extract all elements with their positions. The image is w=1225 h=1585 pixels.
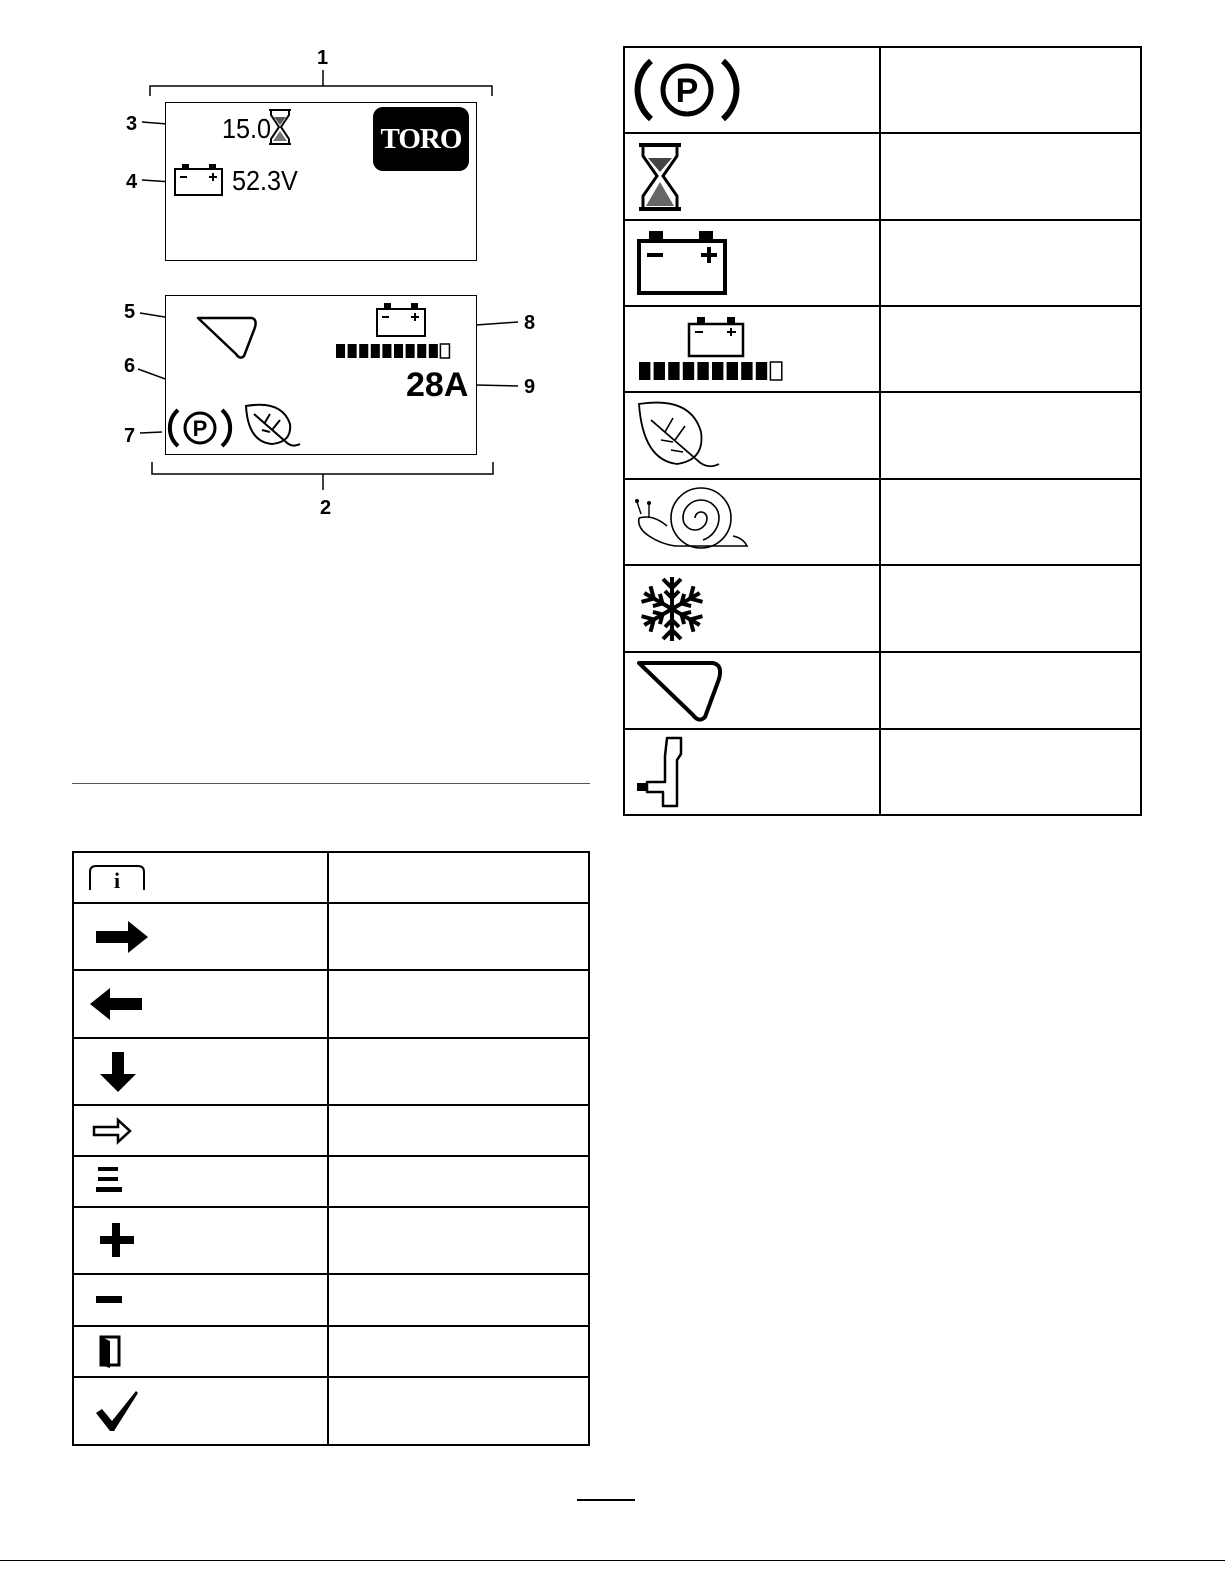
eco-mode-leaf-icon	[635, 398, 725, 474]
exit-door-icon	[98, 1334, 128, 1370]
callout-6: 6	[124, 355, 136, 377]
description-cell	[328, 1326, 589, 1377]
description-cell	[328, 970, 589, 1038]
table-row	[624, 47, 1141, 133]
icon-cell	[624, 479, 880, 565]
icon-cell	[73, 1207, 328, 1274]
icon-cell	[73, 903, 328, 970]
charge-segment-filled	[639, 362, 650, 380]
description-cell	[880, 220, 1141, 306]
battery-icon	[174, 163, 224, 197]
table-row	[624, 220, 1141, 306]
top-display-screen	[165, 102, 477, 261]
table-row	[73, 970, 589, 1038]
callout-5: 5	[124, 301, 136, 323]
charge-segment-filled	[741, 362, 752, 380]
icon-cell	[73, 1377, 328, 1445]
table-row	[73, 1377, 589, 1445]
description-cell	[328, 852, 589, 903]
charge-segment-filled	[417, 344, 426, 358]
description-cell	[880, 392, 1141, 479]
table-row	[624, 392, 1141, 479]
description-cell	[880, 479, 1141, 565]
charge-segment-empty	[440, 344, 449, 358]
battery-icon-small	[376, 302, 428, 338]
description-cell	[880, 306, 1141, 392]
info-icon	[88, 864, 148, 892]
icon-cell	[624, 652, 880, 729]
svg-text:i: i	[113, 867, 121, 893]
bottom-display-screen	[165, 295, 477, 455]
icon-cell	[73, 852, 328, 903]
description-cell	[328, 1207, 589, 1274]
callout-7: 7	[124, 425, 136, 447]
description-cell	[328, 1038, 589, 1105]
charge-segment-filled	[359, 344, 368, 358]
table-row	[73, 1207, 589, 1274]
hour-meter-value: 15.0	[222, 113, 272, 144]
checkmark-icon	[94, 1389, 150, 1433]
icon-cell	[73, 1156, 328, 1207]
table-row	[624, 479, 1141, 565]
parking-brake-icon	[168, 406, 232, 450]
charge-segment-filled	[712, 362, 723, 380]
callout-4: 4	[126, 171, 138, 193]
description-cell	[328, 1105, 589, 1156]
svg-text:P: P	[675, 72, 699, 110]
page-number-rule	[577, 1499, 635, 1501]
table-row	[73, 1326, 589, 1377]
charge-segment-filled	[406, 344, 415, 358]
table-row	[73, 903, 589, 970]
plus-icon	[98, 1221, 138, 1261]
battery-charge-level-icon	[637, 314, 817, 384]
arrow-left-icon	[88, 984, 148, 1024]
callout-2: 2	[320, 497, 332, 519]
section-divider	[72, 783, 590, 784]
menu-icons-table	[72, 851, 590, 1446]
battery-charge-bar	[334, 342, 474, 360]
callout-leader-lines	[0, 0, 600, 540]
icon-cell	[73, 970, 328, 1038]
icon-cell	[73, 1274, 328, 1326]
charge-segment-empty	[770, 362, 781, 380]
snowflake-icon	[637, 571, 707, 647]
table-row	[624, 652, 1141, 729]
charge-segment-filled	[756, 362, 767, 380]
description-cell	[880, 47, 1141, 133]
svg-text:P: P	[192, 416, 208, 441]
description-cell	[880, 729, 1141, 815]
voltage-value: 52.3V	[232, 165, 298, 196]
current-draw-value: 28A	[406, 366, 469, 404]
table-row	[624, 133, 1141, 220]
icon-cell	[624, 729, 880, 815]
table-row	[73, 1156, 589, 1207]
description-cell	[880, 652, 1141, 729]
charge-segment-filled	[336, 344, 345, 358]
callout-9: 9	[524, 376, 536, 398]
callout-8: 8	[524, 312, 536, 334]
arrow-down-icon	[98, 1050, 142, 1094]
icon-cell	[73, 1038, 328, 1105]
charge-segment-filled	[394, 344, 403, 358]
description-cell	[328, 1156, 589, 1207]
description-cell	[880, 133, 1141, 220]
hour-meter-icon	[635, 142, 685, 212]
battery-charge-bar	[639, 362, 782, 380]
icon-cell	[624, 220, 880, 306]
table-row	[73, 852, 589, 903]
cutting-deck-icon	[196, 316, 258, 360]
description-cell	[328, 1377, 589, 1445]
charge-segment-filled	[683, 362, 694, 380]
description-cell	[880, 565, 1141, 652]
table-row	[73, 1274, 589, 1326]
outline-arrow-right-icon	[92, 1117, 140, 1145]
status-icons-table	[623, 46, 1142, 816]
icon-cell	[624, 306, 880, 392]
description-cell	[328, 1274, 589, 1326]
table-row	[73, 1105, 589, 1156]
menu-icon	[94, 1165, 128, 1199]
table-row	[73, 1038, 589, 1105]
slow-speed-snail-icon	[635, 484, 751, 560]
hourglass-icon	[268, 109, 292, 145]
icon-cell	[624, 47, 880, 133]
icon-cell	[73, 1105, 328, 1156]
toro-logo: TORO	[373, 107, 469, 171]
parking-brake-icon	[637, 55, 737, 125]
callout-1: 1	[317, 47, 329, 69]
table-row	[624, 729, 1141, 815]
key-switch-icon	[635, 734, 695, 810]
cutting-deck-icon	[637, 659, 727, 723]
icon-cell	[624, 392, 880, 479]
charge-segment-filled	[382, 344, 391, 358]
icon-cell	[624, 565, 880, 652]
callout-3: 3	[126, 113, 138, 135]
charge-segment-filled	[348, 344, 357, 358]
table-row	[624, 565, 1141, 652]
icon-cell	[73, 1326, 328, 1377]
charge-segment-filled	[429, 344, 438, 358]
battery-icon	[637, 229, 731, 297]
charge-segment-filled	[371, 344, 380, 358]
footer-rule	[0, 1560, 1225, 1561]
charge-segment-filled	[727, 362, 738, 380]
arrow-right-icon	[94, 917, 154, 957]
description-cell	[328, 903, 589, 970]
charge-segment-filled	[654, 362, 665, 380]
icon-cell	[624, 133, 880, 220]
charge-segment-filled	[697, 362, 708, 380]
charge-segment-filled	[668, 362, 679, 380]
eco-mode-leaf-icon	[242, 400, 304, 450]
table-row	[624, 306, 1141, 392]
minus-icon	[94, 1292, 128, 1308]
